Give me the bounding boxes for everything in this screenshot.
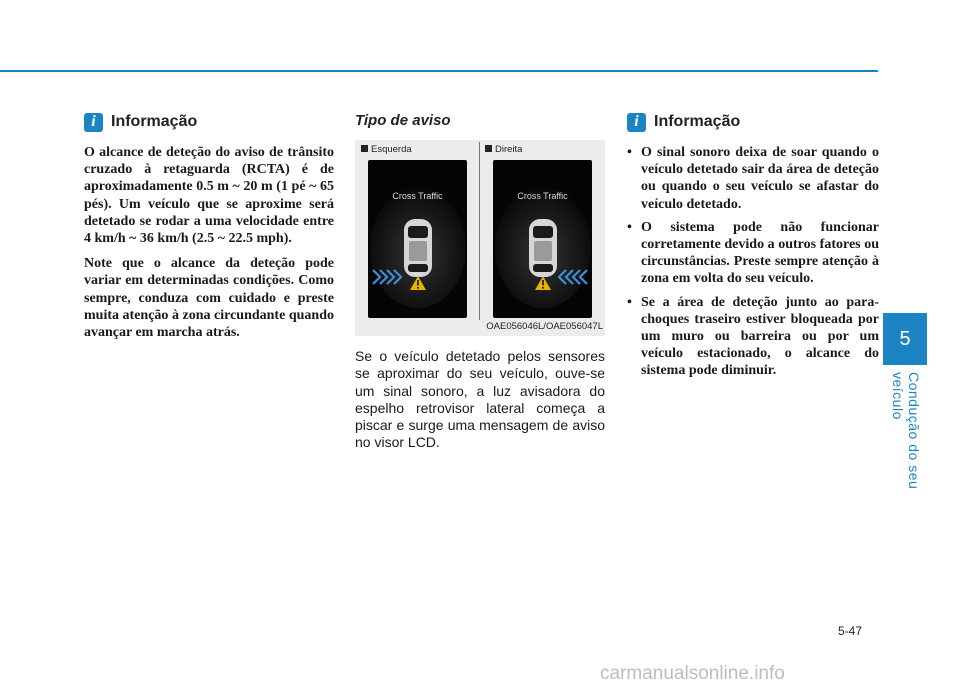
chapter-tab[interactable] [883, 313, 927, 365]
warning-description: Se o veículo detetado pelos sensores se aproximar do seu veículo, ouve-se um sinal sonoro, a luz avisadora do espelho retrovisor lateral começa a piscar e surge uma mensagem de aviso no visor LCD. [355, 348, 605, 451]
warning-type-section [355, 110, 605, 452]
square-bullet-icon [485, 145, 492, 152]
lcd-screen-left [368, 160, 467, 318]
figure-label-left: Esquerda [361, 144, 412, 155]
bullet-icon: • [627, 219, 632, 235]
watermark: carmanualsonline.info [600, 663, 785, 684]
page-number: 5-47 [838, 624, 863, 638]
bullet-icon: • [627, 145, 632, 160]
car-icon [529, 219, 557, 277]
info-bullet-list [627, 144, 879, 380]
screen-message: Cross Traffic [517, 191, 568, 201]
screen-message: Cross Traffic [392, 191, 443, 201]
list-item: • O sistema pode não funcionar corretamente devido a outros fatores ou circunstâncias. Preste sempre atenção à zona em volta do seu veículo. [627, 219, 879, 287]
info-icon: i [84, 113, 103, 132]
figure-divider [479, 142, 480, 320]
info-title: Informação [111, 113, 198, 130]
left-info-box [84, 110, 334, 349]
info-icon: i [627, 113, 646, 132]
info-paragraph: Note que o alcance da deteção pode variar em determinadas condições. Como sempre, conduza com cuidado e preste muita atenção à zona circundante quando avançar em marcha atrás. [84, 256, 334, 341]
figure-label-right: Direita [485, 144, 522, 155]
chapter-number: 5 [899, 327, 911, 350]
warning-figure [355, 140, 605, 336]
square-bullet-icon [361, 145, 368, 152]
info-paragraph: O alcance de deteção do aviso de trânsito cruzado à retaguarda (RCTA) é de aproximadamente 0.5 m ~ 20 m (1 pé ~ 65 pés). Um veículo que se aproxime será detetado se rodar a uma velocidade entre 4 km/h ~ 36 km/h (2.5 ~ 22.5 mph). [84, 145, 334, 247]
info-heading [627, 110, 879, 134]
section-title: Tipo de aviso [355, 112, 451, 129]
list-item: • Se a área de deteção junto ao para-choques traseiro estiver bloqueada por um muro ou barreira ou por um veículo estacionado, o alcance do sistema pode diminuir. [627, 294, 879, 379]
figure-caption: OAE056046L/OAE056047L [486, 321, 603, 332]
info-heading [84, 110, 334, 134]
lcd-screen-right [493, 160, 592, 318]
car-icon [404, 219, 432, 277]
bullet-icon: • [627, 294, 632, 310]
header-rule [0, 70, 878, 72]
info-title: Informação [654, 113, 741, 130]
chapter-title: Condução do seu veículo [890, 372, 922, 490]
right-info-box [627, 110, 879, 386]
list-item: • O sinal sonoro deixa de soar quando o veículo detetado sair da área de deteção ou quando o seu veículo se afastar do veículo detetado. [627, 145, 879, 212]
